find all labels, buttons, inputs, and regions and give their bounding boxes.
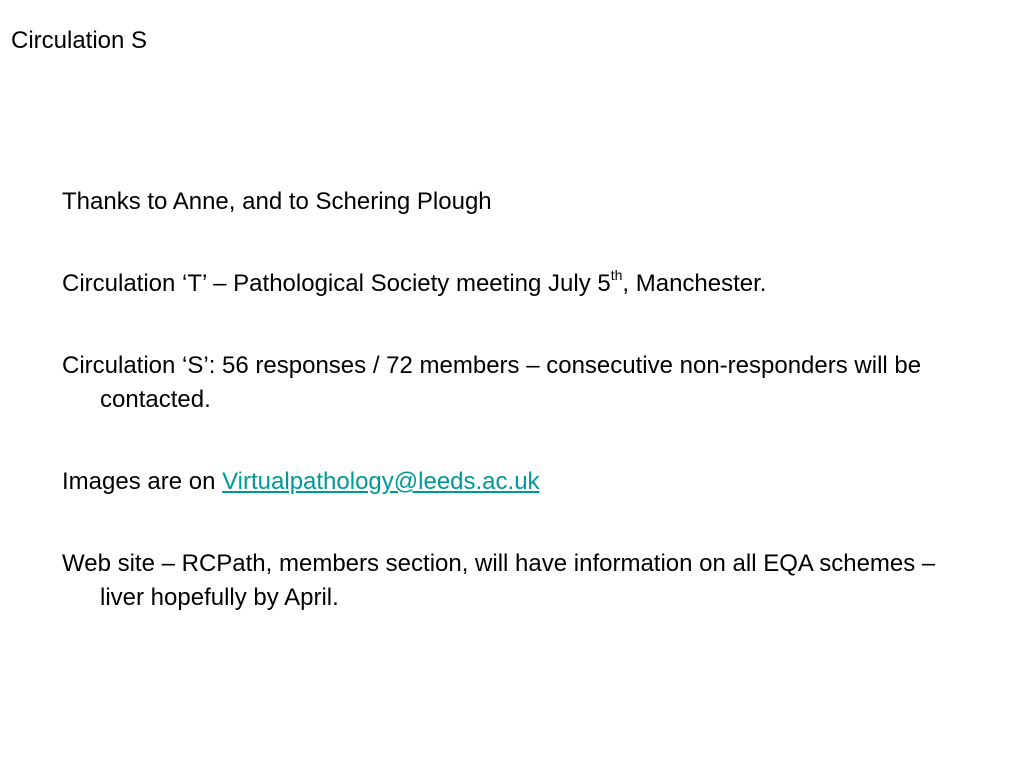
bullet-images xyxy=(62,465,982,499)
superscript-th: th xyxy=(610,267,623,283)
bullet-thanks: Thanks to Anne, and to Schering Plough xyxy=(62,188,492,215)
slide-body xyxy=(62,185,982,615)
bullet-website: Web site – RCPath, members section, will have information on all EQA schemes – liver hopefully by April. xyxy=(62,550,936,611)
bullet-circulation-t-suffix: , Manchester. xyxy=(622,270,767,297)
bullet-images-text: Images are on xyxy=(62,468,223,495)
email-link[interactable]: Virtualpathology@leeds.ac.uk xyxy=(222,468,540,495)
bullet-circulation-s: Circulation ‘S’: 56 responses / 72 members – consecutive non-responders will be contacted. xyxy=(62,352,922,413)
bullet-circulation-t xyxy=(62,267,982,301)
slide-title: Circulation S xyxy=(11,27,148,54)
bullet-circulation-t-text: Circulation ‘T’ – Pathological Society meeting July 5 xyxy=(62,270,611,297)
